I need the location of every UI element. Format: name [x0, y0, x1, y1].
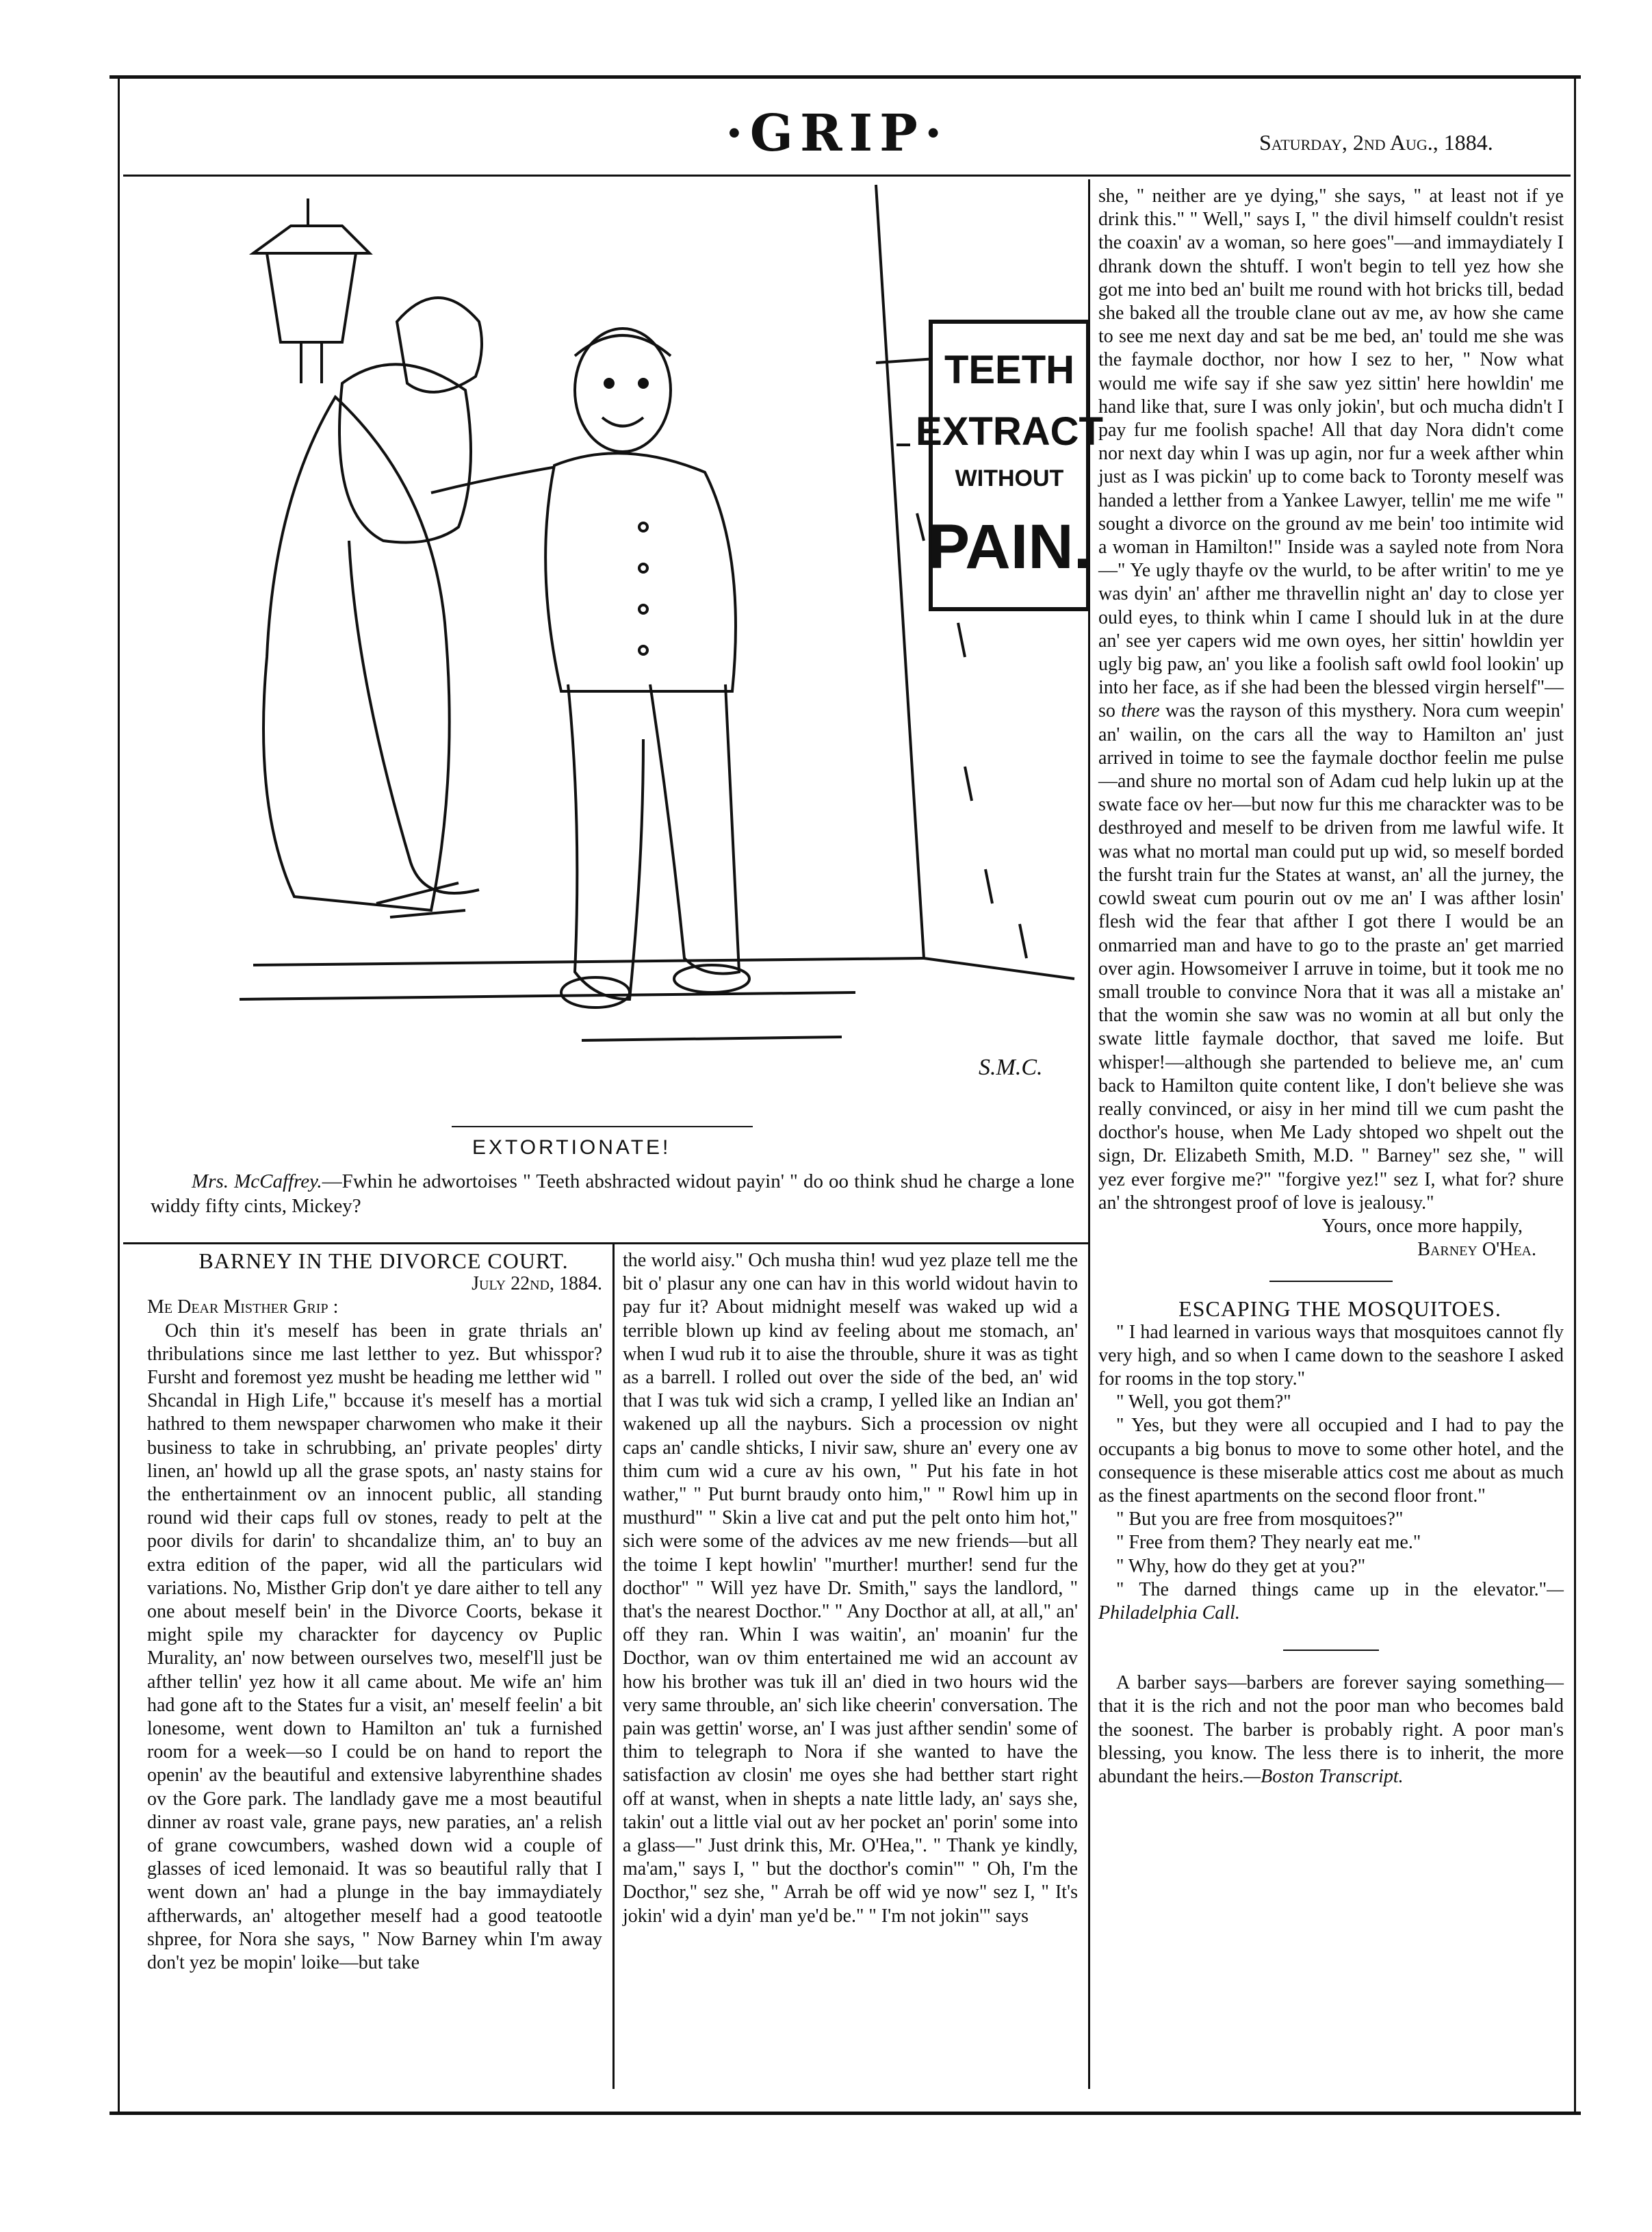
section-rule-2 [1283, 1650, 1379, 1651]
cartoon-caption [151, 1169, 1074, 1218]
caption-speaker: Mrs. McCaffrey. [192, 1170, 322, 1192]
masthead: ·GRIP· [725, 104, 949, 163]
sign-line-3: WITHOUT [955, 465, 1064, 491]
barney-text-part-3 [1098, 185, 1564, 1215]
letter-signature: Barney O'Hea. [1417, 1239, 1536, 1261]
header-rule [123, 175, 1571, 177]
lamp-icon [253, 198, 370, 383]
mosquitoes-heading: ESCAPING THE MOSQUITOES. [1178, 1296, 1501, 1322]
cartoon-illustration [171, 185, 1103, 1116]
sign-line-4: PAIN. [927, 512, 1092, 582]
letter-signoff: Yours, once more happily, [1321, 1215, 1523, 1237]
cartoon-title: EXTORTIONATE! [472, 1136, 671, 1159]
article-column-1 [147, 1249, 602, 1975]
barber-paragraph [1098, 1671, 1564, 1788]
mosquitoes-paragraph: " Yes, but they were all occupied and I had to pay the occupants a big bonus to move to some other hotel, and the consequence is these miserable attics cost me about as much as the finest apartments on the second floor front." [1098, 1415, 1564, 1506]
mosquitoes-paragraph: " Free from them? They nearly eat me." [1116, 1532, 1421, 1554]
letter-salutation: Me Dear Misther Grip : [147, 1296, 339, 1318]
frame-right-rule [1574, 75, 1576, 2112]
column-rule-middle [612, 1242, 615, 2089]
mosquitoes-paragraph: " Why, how do they get at you?" [1116, 1555, 1366, 1577]
mosquitoes-punchline: " The darned things came up in the elevator." [1116, 1578, 1547, 1600]
letter-date: July 22nd, 1884. [472, 1273, 602, 1295]
mosquitoes-paragraph: " Well, you got them?" [1116, 1391, 1291, 1413]
frame-left-rule [118, 75, 120, 2112]
barber-text: A barber says—barbers are forever saying something—that it is the rich and not the poor man who becomes bald the soonest. The barber is probably right. A poor man's blessing, you know. The less there is to inherit, the more abundant the heirs. [1098, 1672, 1564, 1787]
caption-bottom-rule [123, 1242, 1088, 1244]
section-rule [1269, 1281, 1393, 1282]
article-column-3 [1098, 185, 1564, 1788]
mosquitoes-source: —Philadelphia Call. [1098, 1578, 1564, 1624]
artist-signature: S.M.C. [979, 1055, 1043, 1080]
article-column-2 [623, 1249, 1078, 1928]
barney-text-part-2: the world aisy." Och musha thin! wud yez plaze tell me the bit o' plasur any one can hav in this world widout havin to pay fur it? About midnight meself was waked up wid a terrible blown up kind av feeling about me stomach, an' when I wud rub it to aise the throuble, shure it was as tight as a barrell. I rolled out over the side of the bed, an' wid that I was tuk wid sich a cramp, I yelled like an Indian an' wakened up all the nayburs. Sich a procession ov night caps an' candle shticks, I nivir saw, shure an' every one av thim cum wid a cure av his own, " Put his fate in hot wather," " Put burnt braudy onto him," " Rowl him up in musthurd" " Skin a live cat and put the pelt onto him hot," sich were some of the advices av me new friends—but all the toime I kept howlin' "murther! murther! send fur the docthor" " Will yez have Dr. Smith," says the landlord, " that's the nearest Docthor." " Any Docthor at all, at all," an' off they ran. Whin I was waitin', an' moanin' fur the Docthor, wan ov thim entertained me wid an account av how his brother was tuk ill an' died in two hours wid the very same throuble, an' sich like cheerin' conversation. The pain was gettin' worse, an' I was just afther sendin' some of thim to telegraph to Nora if she wanted to have the satisfaction av closin' me oyes she had betther start right off at wanst, when in shepts a nate little lady, an' says she, takin' out a little vial out av her pocket an' porin' some into a glass—" Just drink this, Mr. O'Hea,". " Thank ye kindly, ma'am," says I, " but the docthor's comin'" " Oh, I'm the Docthor," sez she, " Arrah be off wid ye now" sez I, " It's jokin' wid a dyin' man ye'd be." " I'm not jokin'" says [623, 1250, 1078, 1927]
caption-rule [452, 1126, 753, 1127]
mosquitoes-last-paragraph [1098, 1578, 1564, 1625]
sign-line-2: EXTRACT [916, 409, 1103, 454]
issue-dateline: Saturday, 2nd Aug., 1884. [1259, 130, 1493, 155]
barber-source: —Boston Transcript. [1243, 1766, 1404, 1787]
barney-emphasis: there [1121, 700, 1160, 722]
mosquitoes-paragraph: " But you are free from mosquitoes?" [1116, 1509, 1404, 1530]
mosquitoes-paragraph: " I had learned in various ways that mosquitoes cannot fly very high, and so when I came down to the seashore I asked for rooms in the top story." [1098, 1321, 1564, 1389]
sign-line-1: TEETH [944, 348, 1075, 392]
boy-figure [545, 329, 749, 1008]
barney-heading: BARNEY IN THE DIVORCE COURT. [198, 1248, 569, 1273]
barney-text-part-3b: was the rayson of this mysthery. Nora cum weepin' an' wailin, on the cars all the way to Hamilton an' just arrived in toime to see the faymale docthor feelin me pulse—and shure no mortal son of Adam cud help lukin up at the swate face ov her—but now fur this me charackter was to be desthroyed and meself to be driven from me lawful wife. It was what no mortal man could put up wid, so meself borded the fursht train fur the States at wanst, an' all the jurney, the cowld sweat cum pourin out ov me an' I was afther losin' flesh wid the fear that afther I got there I would be an onmarried man and have to go to the praste an' get married over agin. Howsomeiver I arruve in toime, but it took me no small trouble to convince Nora that it was all a mistake an' that the womin she saw was no womin at all but only the swate little faymale docthor, that saved me loife. But whisper!—although she partended to believe me, an' cum back to Hamilton quite content like, I don't believe she was really convinced, or aisy in her mind till we cum pasht the docthor's house, when Me Lady shtoped wo shpelt out the sign, Dr. Elizabeth Smith, M.D. " Barney" sez she, " will yez ever forgive me?" "forgive yez!" sez I, what for? shure an' the shtrongest proof of love is jealousy." [1098, 700, 1564, 1214]
barney-text-part-1: Och thin it's meself has been in grate thrials an' thribulations since me last letther to yez. But whisspor? Fursht and foremost yez musht be heading me letther wid " Shcandal in High Life," bccause it's meself has a mortial hathred to them newspaper charwomen who make it their business to take in schrubbing, an' private peoples' dirty linen, an' howld up all the grase spots, an' nasty stains for the enthertainment ov an innocent public, all standing round wid their caps full ov stones, ready to pelt at the poor divils for darin' to shcandalize thim, an' to buy an extra edition of the paper, wid all the particulars wid variations. No, Misther Grip don't ye dare aither to tell any one about meself bein' in the Divorce Coorts, bekase it might spile my charackter for daycency ov Puplic Murality, an' now between ourselves two, meself'll just be afther tellin' yez how it all came about. Me wife an' him had gone aft to the States fur a visit, an' meself feelin' a bit lonesome, went down to Hamilton an' tuk a furnished room for a week—so I could be on hand to report the openin' av the beautiful and extensive labyrenthine shades ov the Gore park. The landlady gave me a most beautiful dinner av roast vale, grane pays, new paraties, an' a relish of grane cowcumbers, washed down wid a couple of glasses of iced lemonaid. It was so beautiful rally that I went down an' had a plunge in the bay immaydiately aftherwards, an' altogether meself had a good teatootle shpree, for Nora she says, " Now Barney whin I'm away don't yez be mopin' loike—but take [147, 1320, 602, 1974]
caption-dialogue: —Fwhin he adwortoises " Teeth abshracted widout payin' " do oo think shud he charge a lone widdy fifty cints, Mickey? [151, 1170, 1074, 1217]
barney-text-part-3a: she, " neither are ye dying," she says, " at least not if ye drink this." " Well," says I, " the divil himself couldn't resist the coaxin' av a woman, so here goes"—and immaydiately I dhrank down the shtuff. I won't begin to tell yez how she got me into bed an' built me round with hot bricks till, bedad she baked all the trouble clane out av me, av how she came to see me next day and sat be me bed, an' tould me she was the faymale docthor, nor how I sez to her, " Now what would me wife say if she saw yez sittin' here howldin' me hand like that, sure I was only jokin', but och mucha didn't I pay fur me foolish spache! All that day Nora didn't come nor next day whin I was up agin, nor fur a week afther whin just as I was pickin' up to come back to Toronty meself was handed a letther from a Yankee Lawyer, tellin' me me wife " sought a divorce on the ground av me bein' too intimite wid a woman in Hamilton!" Inside was a sayled note from Nora—" Ye ugly thayfe ov the wurld, to be after writin' to me ye was dyin' an' afther me thravellin night an' day to close yer ould eyes, to think whin I came I should luk in at the dure an' see yer capers wid me own oyes, her sittin' howldin yer ugly big paw, an' you like a foolish saft owld fool lookin' up into her face, as if she had been the blessed virgin herself"—so [1098, 185, 1564, 722]
